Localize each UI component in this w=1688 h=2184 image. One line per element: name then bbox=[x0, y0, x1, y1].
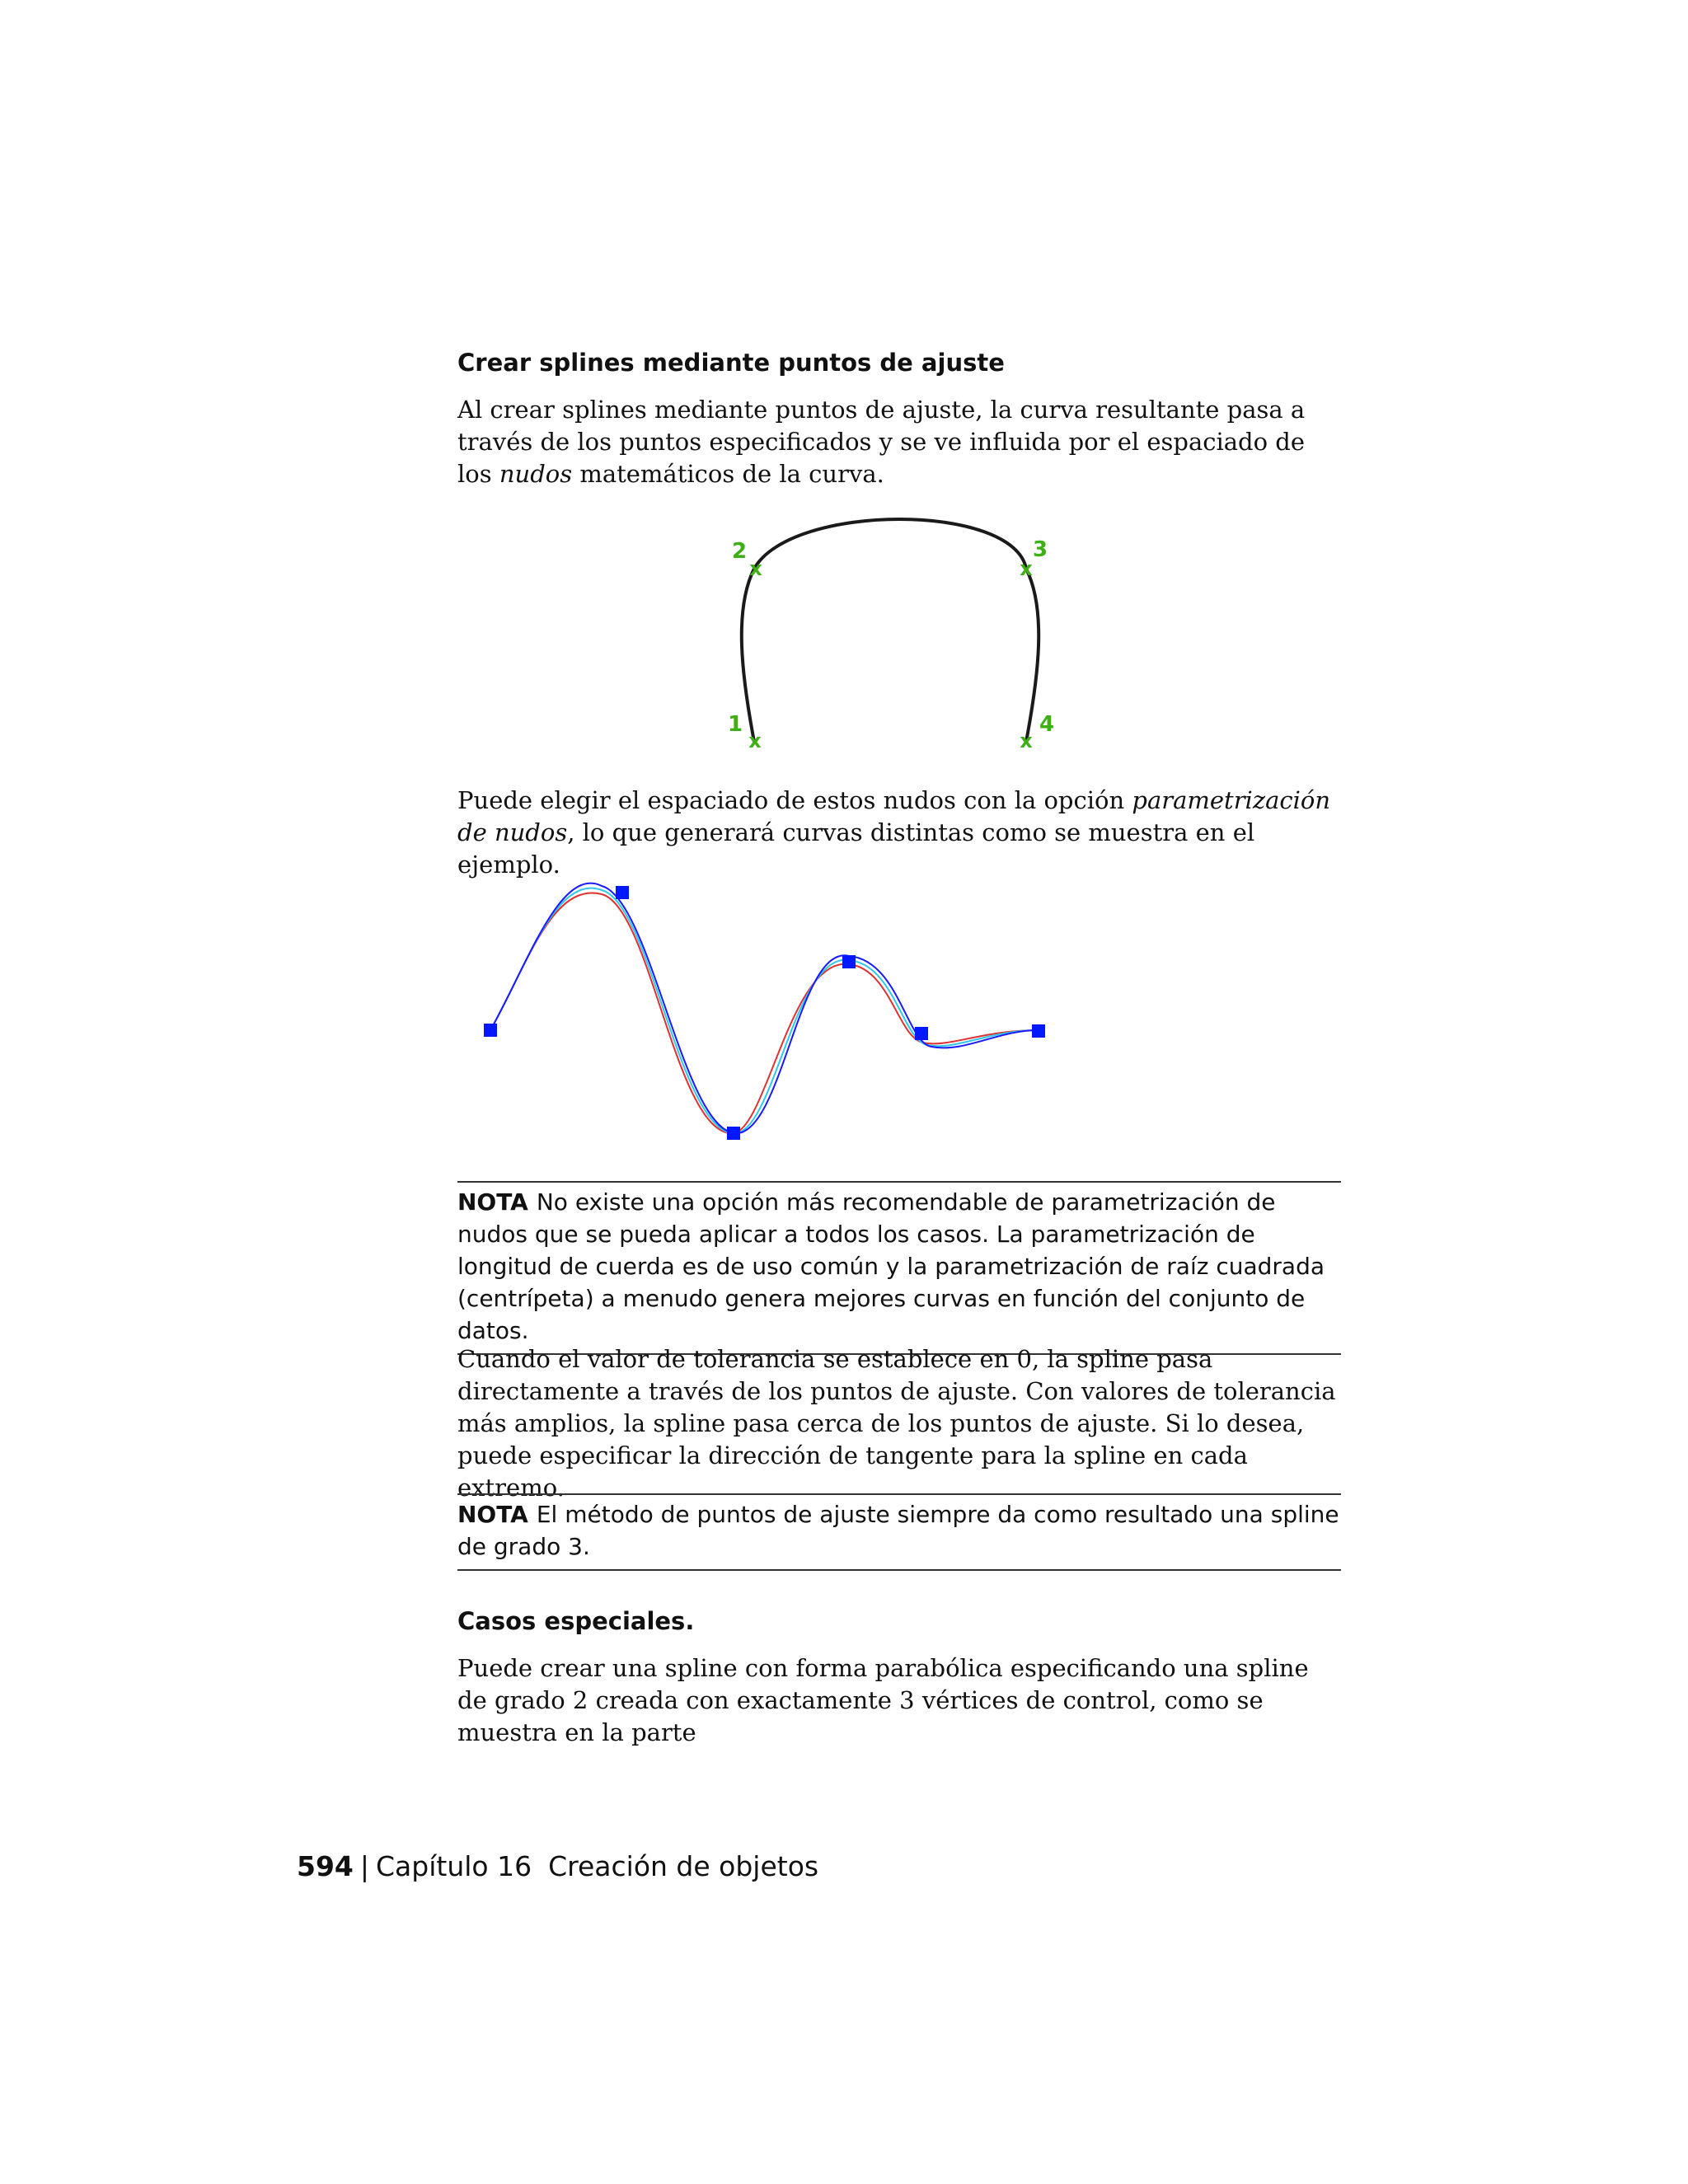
fit-point-handle bbox=[915, 1027, 928, 1040]
fit-point-handle bbox=[727, 1127, 740, 1140]
fit-point-label-1: 1 bbox=[727, 712, 743, 737]
paragraph-text: Al crear splines mediante puntos de ajuste, la curva resultante pasa a través de los puntos especificados y se ve influida por el espaciado de los bbox=[457, 396, 1306, 488]
section-heading-fit-points: Crear splines mediante puntos de ajuste bbox=[457, 349, 1005, 377]
note-text: No existe una opción más recomendable de parametrización de nudos que se pueda aplicar a todos los casos. La parametrización de longitud de cuerda es de uso común y la parametrización de raíz cuadrada (centrípeta) a menudo genera mejores curvas en función del conjunto de datos. bbox=[457, 1188, 1325, 1344]
spline-curve-chord-length bbox=[490, 883, 1039, 1133]
fit-point-4 bbox=[1020, 712, 1054, 752]
spline-curve-centripetal bbox=[490, 888, 1039, 1133]
figure-knot-parameterization-splines bbox=[462, 865, 1071, 1154]
fit-point-handle bbox=[484, 1024, 497, 1037]
page-number: 594 bbox=[297, 1850, 354, 1882]
fit-point-label-2: 2 bbox=[731, 539, 748, 564]
fit-point-marker-1: x bbox=[748, 729, 762, 752]
fit-point-handles bbox=[484, 886, 1045, 1140]
note-text: El método de puntos de ajuste siempre da como resultado una spline de grado 3. bbox=[457, 1501, 1339, 1560]
note-box-degree bbox=[457, 1493, 1341, 1571]
fit-point-handle bbox=[842, 955, 856, 968]
fit-point-handle bbox=[616, 886, 629, 899]
term-nudos: nudos bbox=[499, 460, 573, 488]
term-parametrizacion-de-nudos: parametrización de nudos bbox=[457, 786, 1331, 846]
fit-point-3 bbox=[1020, 537, 1048, 580]
page-footer bbox=[297, 1849, 818, 1885]
note-box-parameterization bbox=[457, 1181, 1341, 1355]
note-label: NOTA bbox=[457, 1501, 528, 1528]
fit-point-marker-2: x bbox=[749, 557, 762, 580]
fit-point-marker-4: x bbox=[1020, 729, 1033, 752]
fit-point-2 bbox=[732, 539, 762, 580]
paragraph-text: matemáticos de la curva. bbox=[572, 460, 884, 488]
figure-arch-spline bbox=[709, 511, 1096, 758]
fit-point-handle bbox=[1032, 1024, 1045, 1038]
fit-point-label-4: 4 bbox=[1039, 712, 1055, 737]
chapter-label: Capítulo 16 bbox=[376, 1850, 532, 1882]
paragraph-tolerance: Cuando el valor de tolerancia se establece en 0, la spline pasa directamente a través de los puntos de ajuste. Con valores de tolerancia más amplios, la spline pasa cerca de los puntos de ajuste. Si lo desea, puede especificar la dirección de tangente para la spline en cada extremo. bbox=[457, 1345, 1336, 1502]
fit-point-marker-3: x bbox=[1020, 557, 1033, 580]
chapter-title: Creación de objetos bbox=[548, 1850, 819, 1882]
footer-separator: | bbox=[359, 1850, 370, 1882]
fit-point-1 bbox=[728, 712, 762, 752]
paragraph-special-cases: Puede crear una spline con forma parabólica especificando una spline de grado 2 creada con exactamente 3 vértices de control, como se muestra en la parte bbox=[457, 1654, 1309, 1746]
note-label: NOTA bbox=[457, 1188, 528, 1216]
paragraph-text: , lo que generará curvas distintas como se muestra en el ejemplo. bbox=[457, 818, 1255, 879]
paragraph-fit-points-intro bbox=[457, 394, 1343, 490]
paragraph-text: Puede elegir el espaciado de estos nudos con la opción bbox=[457, 786, 1132, 814]
fit-point-label-3: 3 bbox=[1032, 537, 1048, 562]
section-heading-special-cases: Casos especiales. bbox=[457, 1607, 695, 1635]
spline-curve bbox=[742, 519, 1039, 742]
